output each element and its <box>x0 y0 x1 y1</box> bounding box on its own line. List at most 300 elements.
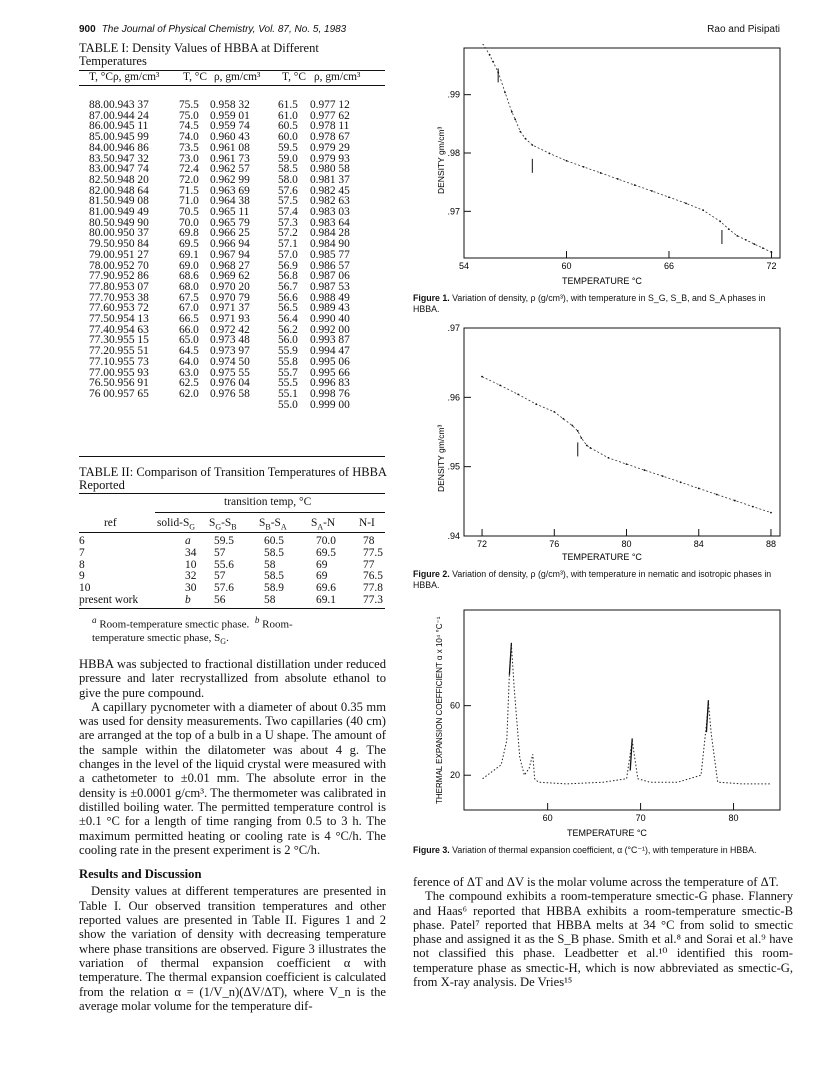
table-cell: 0.973 97 <box>209 345 250 358</box>
page-number: 900 <box>79 24 96 35</box>
table-cell: 0.944 24 <box>108 109 149 122</box>
table-cell: 55.0 <box>277 398 298 411</box>
t2-value-cell: 69.5 <box>316 546 336 559</box>
fig1-data-point <box>651 190 653 192</box>
fig1-data-point <box>531 144 533 146</box>
table-cell: 0.977 12 <box>309 99 350 111</box>
table2-caption-text: Comparison of Transition Temperatures of HBBA Reported <box>79 465 387 492</box>
table-cell: 69.1 <box>178 248 199 261</box>
fig2-data-point <box>608 457 610 459</box>
table-cell: 0.987 53 <box>309 280 350 293</box>
fig1-trend-line <box>483 44 772 252</box>
t2-value-cell: 60.5 <box>264 535 284 547</box>
table-cell: 56.8 <box>277 270 298 283</box>
table-cell: 55.1 <box>277 387 298 400</box>
t2-col-solid-sg: solid-$S_G$ <box>157 517 196 532</box>
t2-ref-cell: 9 <box>79 570 85 583</box>
t2-value-cell: 58 <box>264 594 276 606</box>
table-cell: 61.0 <box>277 109 298 122</box>
table-cell: 0.976 04 <box>209 377 250 390</box>
fig2-data-point <box>586 444 588 446</box>
fig2-data-point <box>580 437 582 439</box>
t2-value-cell: 58.9 <box>264 582 284 595</box>
table-cell: 0.970 79 <box>209 291 250 304</box>
table-cell: 55.5 <box>277 377 298 390</box>
table-cell: 0.987 06 <box>309 270 350 283</box>
table2-footnotes: $^a$ Room-temperature smectic phase. $^b$ Room- temperature smectic phase, $S_G$. <box>92 615 293 646</box>
table-cell: 56.2 <box>277 323 298 336</box>
table-cell: 58.5 <box>277 163 298 176</box>
t2-value-cell: 34 <box>185 546 197 559</box>
figure2-caption <box>413 569 793 591</box>
table-cell: 0.985 77 <box>309 248 350 261</box>
t2-value-cell: 55.6 <box>214 558 234 571</box>
table-cell: 0.959 74 <box>209 120 250 133</box>
table-cell: 0.949 49 <box>108 206 149 219</box>
fig2-label: Figure 2. <box>413 569 450 579</box>
para-smectic-g: The compound exhibits a room-temperature smectic-G phase. Flannery and Haas⁶ reported that HBBA exhibits a room-temperature smectic-B phase. Patel⁷ reported that HBBA melts at 34 °C from solid to smectic phase and assigned it as the S_B phase. Smith et al.⁸ and Sorai et al.⁹ have not classified this phase. Leadbetter et al.¹⁰ identified this room-temperature phase as smectic-H, which is now abbreviated as smectic-G, from X-ray analysis. De Vries¹⁵ <box>413 889 793 990</box>
table-cell: 0.994 47 <box>309 345 350 358</box>
fig2-ytick-label: .96 <box>447 392 460 403</box>
table-cell: 0.983 03 <box>309 206 350 219</box>
table-cell: 64.0 <box>178 355 199 368</box>
fig1-xtick-label: 72 <box>766 261 777 271</box>
para-synthesis: HBBA was subjected to fractional distillation under reduced pressure and later recrystallized from absolute ethanol to give the pure compound. <box>79 657 386 700</box>
fig2-data-point <box>571 425 573 427</box>
table-cell: 0.965 79 <box>209 216 250 229</box>
fig2-xtick-label: 88 <box>765 539 776 549</box>
table-cell: 0.998 76 <box>309 387 350 400</box>
table-cell: 55.7 <box>277 366 298 379</box>
fig2-data-point <box>562 418 564 420</box>
fig2-data-point <box>662 475 664 477</box>
fig2-data-point <box>553 411 555 413</box>
table-cell: 0.965 11 <box>209 206 250 219</box>
table1-header-rule <box>79 85 385 86</box>
table-cell: 0.989 43 <box>309 302 350 315</box>
table1-caption-text: Density Values of HBBA at Different Temperatures <box>79 41 319 68</box>
table-cell: 0.959 01 <box>209 109 250 122</box>
t2-col-sg-sb: $S_G-S_B$ <box>209 517 237 532</box>
table-cell: 58.0 <box>277 173 298 186</box>
table-cell: 78.0 <box>89 259 109 272</box>
table2-label: TABLE II: <box>79 465 134 479</box>
table-cell: 81.0 <box>89 206 109 219</box>
fig1-frame <box>464 48 780 258</box>
fig2-data-point <box>481 376 483 378</box>
fig1-xtick-label: 66 <box>663 261 674 271</box>
t2-value-cell: a <box>185 535 191 547</box>
table-cell: 67.5 <box>178 291 199 304</box>
fig2-data-point <box>734 500 736 502</box>
t2-value-cell: 77 <box>363 558 375 571</box>
table-cell: 73.5 <box>178 141 199 154</box>
fig3-xtick-label: 70 <box>635 813 646 823</box>
fig1-data-point <box>745 239 747 241</box>
table-cell: 74.0 <box>178 131 199 144</box>
t2-ref-cell: present work <box>79 594 139 606</box>
table-cell: 77.8 <box>89 280 109 293</box>
fig1-data-point <box>753 243 755 245</box>
table-cell: 0.948 64 <box>108 184 149 197</box>
fig1-ylabel: DENSITY gm/cm³ <box>436 126 446 194</box>
fig2-data-point <box>626 463 628 465</box>
t1-col-1: ρ, gm/cm³ <box>112 71 160 83</box>
fig1-data-point <box>762 247 764 249</box>
fig1-data-point <box>702 209 704 211</box>
table-cell: 77.3 <box>89 334 109 347</box>
fig2-trend-line <box>482 377 771 513</box>
fig1-data-point <box>583 166 585 168</box>
table-cell: 0.990 40 <box>309 313 350 326</box>
para-pycnometer: A capillary pycnometer with a diameter of about 0.35 mm was used for density measurements. Two capillaries (40 cm) are arranged at the top of a bulb in a U shape. The amount of the sample within the dilatometer was about 4 g. The changes in the level of the liquid crystal were measured with a cathetometer to ±0.01 mm. The absolute error in the density is ±0.0001 g/cm³. The thermometer was calibrated in distilled boiling water. The permitted temperature control is ±0.1 °C for a length of time ranging from 0.5 to 3 h. The maximum permitted heating or cooling rate is 4 °C/h. The cooling rate in the present experiment is 2 °C/h. <box>79 699 386 857</box>
table-cell: 84.0 <box>89 141 109 154</box>
fig2-data-point <box>499 384 501 386</box>
fig2-data-point <box>517 393 519 395</box>
fig1-data-point <box>736 235 738 237</box>
t2-value-cell: 70.0 <box>316 535 336 547</box>
table-cell: 79.0 <box>89 248 109 261</box>
t2-value-cell: 57.6 <box>214 582 234 595</box>
fig3-xlabel: TEMPERATURE °C <box>567 828 647 838</box>
fig2-data-point <box>590 447 592 449</box>
table-cell: 0.945 99 <box>108 131 149 144</box>
table-cell: 77.6 <box>89 302 109 315</box>
fig3-peak-stroke <box>630 738 632 770</box>
fig1-xtick-label: 60 <box>561 261 572 271</box>
table-row <box>79 400 385 411</box>
table-cell: 74.5 <box>178 120 199 133</box>
table-cell: 73.0 <box>178 152 199 165</box>
table-cell: 66.0 <box>178 323 199 336</box>
t1-col-5: ρ, gm/cm³ <box>313 71 361 83</box>
fig2-data-point <box>644 469 646 471</box>
fig3-peak-stroke <box>706 700 708 732</box>
table-cell: 69.5 <box>178 238 199 251</box>
fig2-xtick-label: 80 <box>621 539 632 549</box>
fig3-caption-text: Variation of thermal expansion coefficient, α (°C⁻¹), with temperature in HBBA. <box>452 845 757 855</box>
table-cell: 0.960 43 <box>209 131 250 144</box>
section-heading: Results and Discussion <box>79 867 202 882</box>
table-cell: 56.7 <box>277 280 298 293</box>
fig2-data-point <box>680 481 682 483</box>
fig1-ytick-label: .97 <box>447 206 460 217</box>
table-cell: 0.963 69 <box>209 184 250 197</box>
table-cell: 0.976 58 <box>209 387 250 400</box>
table-cell: 59.5 <box>277 141 298 154</box>
table-cell: 0.978 11 <box>309 120 350 133</box>
table-cell: 0.953 07 <box>108 280 149 293</box>
table-cell: 0.945 11 <box>108 120 149 133</box>
fig1-data-point <box>514 118 516 120</box>
t2-value-cell: 69.1 <box>316 594 336 606</box>
table-cell: 0.947 74 <box>108 163 149 176</box>
t2-value-cell: 10 <box>185 558 197 571</box>
fig3-xtick-label: 60 <box>542 813 553 823</box>
table-cell: 0.982 63 <box>309 195 350 208</box>
table-cell: 0.966 25 <box>209 227 250 240</box>
fig3-peak-stroke <box>509 643 511 675</box>
table2-caption <box>79 466 389 492</box>
table-cell: 56.5 <box>277 302 298 315</box>
figure3-chart <box>412 604 792 840</box>
t2-ref-cell: 6 <box>79 535 85 547</box>
table-cell: 0.951 27 <box>108 248 149 261</box>
t2-value-cell: 58 <box>264 558 276 571</box>
fig3-xtick-label: 80 <box>728 813 739 823</box>
table-cell: 86.0 <box>89 120 109 133</box>
table-cell: 0.971 37 <box>209 302 250 315</box>
table-cell: 0.984 28 <box>309 227 350 240</box>
fig1-caption-text: Variation of density, ρ (g/cm³), with temperature in S_G, S_B, and S_A phases in HBBA. <box>413 293 766 314</box>
t2-value-cell: 78 <box>363 535 375 547</box>
running-header <box>79 24 346 35</box>
table-cell: 0.986 57 <box>309 259 350 272</box>
t2-value-cell: 69.6 <box>316 582 336 595</box>
table-cell: 77.5 <box>89 313 109 326</box>
table-cell: 0.954 63 <box>108 323 149 336</box>
fig1-xtick-label: 54 <box>458 261 470 271</box>
table-cell: 64.5 <box>178 345 199 358</box>
table-cell: 0.950 84 <box>108 238 149 251</box>
table-cell: 55.9 <box>277 345 298 358</box>
table2-columns <box>79 517 385 531</box>
fig2-data-point <box>752 506 754 508</box>
figure3-caption <box>413 845 793 856</box>
fig2-data-point <box>698 488 700 490</box>
table-cell: 0.955 15 <box>108 334 149 347</box>
table-cell: 56.9 <box>277 259 298 272</box>
table-cell: 0.973 48 <box>209 334 250 347</box>
table-cell: 77.7 <box>89 291 109 304</box>
table-cell: 70.5 <box>178 206 199 219</box>
table-cell: 72.4 <box>178 163 199 176</box>
table1-label: TABLE I: <box>79 41 130 55</box>
table-cell: 0.992 00 <box>309 323 350 336</box>
fig1-ytick-label: .98 <box>447 148 460 158</box>
t2-value-cell: 59.5 <box>214 535 234 547</box>
table-cell: 0.955 51 <box>108 345 149 358</box>
table-cell: 56.4 <box>277 313 298 326</box>
fig2-ytick-label: .95 <box>447 461 460 472</box>
table-cell: 0.969 62 <box>209 270 250 283</box>
table-cell: 0.999 00 <box>309 398 350 411</box>
table1-caption <box>79 42 389 68</box>
table-cell: 57.1 <box>277 238 298 251</box>
fig1-data-point <box>504 91 506 93</box>
table-cell: 68.0 <box>178 280 199 293</box>
table-cell: 60.0 <box>277 131 298 144</box>
table-cell: 0.967 94 <box>209 248 250 261</box>
table2-bottom-rule <box>79 608 385 609</box>
table-cell: 80.5 <box>89 216 109 229</box>
fig2-xtick-label: 72 <box>477 539 488 549</box>
table-cell: 69.8 <box>178 227 199 240</box>
table-cell: 0.995 66 <box>309 366 350 379</box>
table2-header-rule <box>79 532 385 533</box>
table-cell: 83.0 <box>89 163 109 176</box>
table-cell: 75.0 <box>178 109 199 122</box>
t2-value-cell: 58.5 <box>264 570 284 583</box>
table-cell: 82.5 <box>89 173 109 186</box>
header-authors: Rao and Pisipati <box>707 24 780 35</box>
fig2-data-point <box>535 403 537 405</box>
fig1-data-point <box>600 172 602 174</box>
t2-ref-cell: 10 <box>79 582 91 595</box>
fig2-xtick-label: 84 <box>693 539 704 549</box>
t2-value-cell: 32 <box>185 570 197 583</box>
table2-top-rule <box>79 493 385 494</box>
table2-span-rule <box>155 512 385 513</box>
table-cell: 56.6 <box>277 291 298 304</box>
fig2-data-point <box>577 430 579 432</box>
t1-col-4: T, °C <box>281 71 306 83</box>
table-cell: 87.0 <box>89 109 109 122</box>
table-cell: 0.966 94 <box>209 238 250 251</box>
table-cell: 62.5 <box>178 377 199 390</box>
fig1-data-point <box>634 184 636 186</box>
table-cell: 0.968 27 <box>209 259 250 272</box>
table-cell: 0.950 37 <box>108 227 149 240</box>
table-cell: 67.0 <box>178 302 199 315</box>
table-cell: 0.983 64 <box>309 216 350 229</box>
t2-ref-cell: 7 <box>79 546 85 559</box>
table-cell: 71.5 <box>178 184 199 197</box>
fig3-ytick-label: 20 <box>449 770 460 781</box>
table-cell: 0.947 32 <box>108 152 149 165</box>
table-cell: 0.996 83 <box>309 377 350 390</box>
table1 <box>79 72 385 83</box>
fig3-ylabel: THERMAL EXPANSION COEFFICIENT α x 10⁴ °C⁻¹ <box>435 616 444 804</box>
t2-col-n-i: N-I <box>359 517 375 529</box>
fig3-ytick-label: 60 <box>449 700 460 711</box>
figure1-caption <box>413 293 793 315</box>
table-cell <box>109 400 179 411</box>
table-cell: 57.3 <box>277 216 298 229</box>
fig1-data-point <box>489 54 491 56</box>
fig1-data-point <box>668 196 670 198</box>
fig1-data-point <box>566 160 568 162</box>
table-cell: 0.961 73 <box>209 152 250 165</box>
table-row <box>79 357 385 368</box>
para-molar-volume: ference of ΔT and ΔV is the molar volume across the temperature of ΔT. <box>413 875 779 889</box>
table-cell: 77.9 <box>89 270 109 283</box>
table-cell: 66.5 <box>178 313 199 326</box>
table-cell: 0.958 32 <box>209 99 250 111</box>
table-cell: 57.6 <box>277 184 298 197</box>
table-row <box>79 143 385 154</box>
table-cell: 0.984 90 <box>309 238 350 251</box>
fig1-data-point <box>719 221 721 223</box>
fig1-data-point <box>549 153 551 155</box>
t2-col-sb-sa: $S_B-S_A$ <box>259 517 287 532</box>
table-cell: 75.5 <box>178 99 199 111</box>
fig2-ylabel: DENSITY gm/cm³ <box>436 424 446 492</box>
t1-col-3: ρ, gm/cm³ <box>213 71 261 83</box>
t2-col-ref: ref <box>104 517 117 529</box>
table-cell: 0.972 42 <box>209 323 250 336</box>
table-cell <box>179 400 210 411</box>
table-cell: 88.0 <box>89 99 109 111</box>
table-cell: 0.954 13 <box>108 313 149 326</box>
table-cell: 0.974 50 <box>209 355 250 368</box>
t2-col-sa-n: $S_A-N$ <box>311 517 336 532</box>
fig1-data-point <box>525 138 527 140</box>
table-cell: 85.0 <box>89 131 109 144</box>
fig1-data-point <box>728 228 730 230</box>
table-cell <box>79 400 109 411</box>
table-cell: 71.0 <box>178 195 199 208</box>
table-cell: 0.962 99 <box>209 173 250 186</box>
table-cell: 0.943 37 <box>108 99 149 111</box>
t2-value-cell: 77.3 <box>363 594 383 606</box>
table-cell: 0.948 20 <box>108 173 149 186</box>
table-cell: 0.949 08 <box>108 195 149 208</box>
fig1-ytick-label: .99 <box>447 89 460 100</box>
table-cell: 0.975 55 <box>209 366 250 379</box>
right-body-text <box>413 875 793 989</box>
table-cell: 0.964 38 <box>209 195 250 208</box>
table-cell: 0.980 58 <box>309 163 350 176</box>
table-cell: 0.952 70 <box>108 259 149 272</box>
table-cell: 0.949 90 <box>108 216 149 229</box>
table-cell: 83.5 <box>89 152 109 165</box>
figure2-chart <box>412 322 792 562</box>
table-cell: 81.5 <box>89 195 109 208</box>
table-cell: 0.995 06 <box>309 355 350 368</box>
table-cell: 0.946 86 <box>108 141 149 154</box>
table-cell: 65.0 <box>178 334 199 347</box>
table-cell: 0.957 65 <box>108 387 149 400</box>
t2-value-cell: 77.5 <box>363 546 383 559</box>
fig1-data-point <box>685 202 687 204</box>
fig2-ytick-label: .97 <box>447 323 460 333</box>
table2-span-header: transition temp, °C <box>224 496 312 508</box>
table-cell: 77.4 <box>89 323 109 336</box>
fig1-data-point <box>519 131 521 133</box>
table-cell: 0.977 62 <box>309 109 350 122</box>
table-cell: 57.0 <box>277 248 298 261</box>
table-cell: 63.0 <box>178 366 199 379</box>
fig1-label: Figure 1. <box>413 293 450 303</box>
t2-value-cell: 57 <box>214 570 226 583</box>
table-cell: 0.962 57 <box>209 163 250 176</box>
journal-name: The Journal of Physical Chemistry, Vol. 87, No. 5, 1983 <box>101 24 347 35</box>
t2-value-cell: 57 <box>214 546 226 559</box>
fig2-xlabel: TEMPERATURE °C <box>562 552 642 562</box>
table-cell: 0.961 08 <box>209 141 250 154</box>
table-cell: 0.955 73 <box>108 355 149 368</box>
table-cell: 57.4 <box>277 206 298 219</box>
table-cell: 77.1 <box>89 355 109 368</box>
table-cell: 0.952 86 <box>108 270 149 283</box>
table-cell: 76.5 <box>89 377 109 390</box>
fig3-label: Figure 3. <box>413 845 450 855</box>
table-cell: 77.2 <box>89 345 109 358</box>
table-cell: 0.979 29 <box>309 141 350 154</box>
figure1-chart <box>412 44 792 286</box>
table-cell: 0.979 93 <box>309 152 350 165</box>
left-body-text <box>79 657 386 1013</box>
table-cell: 0.981 37 <box>309 173 350 186</box>
table-cell: 0.970 20 <box>209 280 250 293</box>
table-cell: 77.0 <box>89 366 109 379</box>
table-cell: 0.993 87 <box>309 334 350 347</box>
table-cell: 76 0 <box>89 387 109 400</box>
t2-value-cell: 76.5 <box>363 570 383 583</box>
table-cell: 0.988 49 <box>309 291 350 304</box>
table1-bottom-rule <box>79 456 385 457</box>
